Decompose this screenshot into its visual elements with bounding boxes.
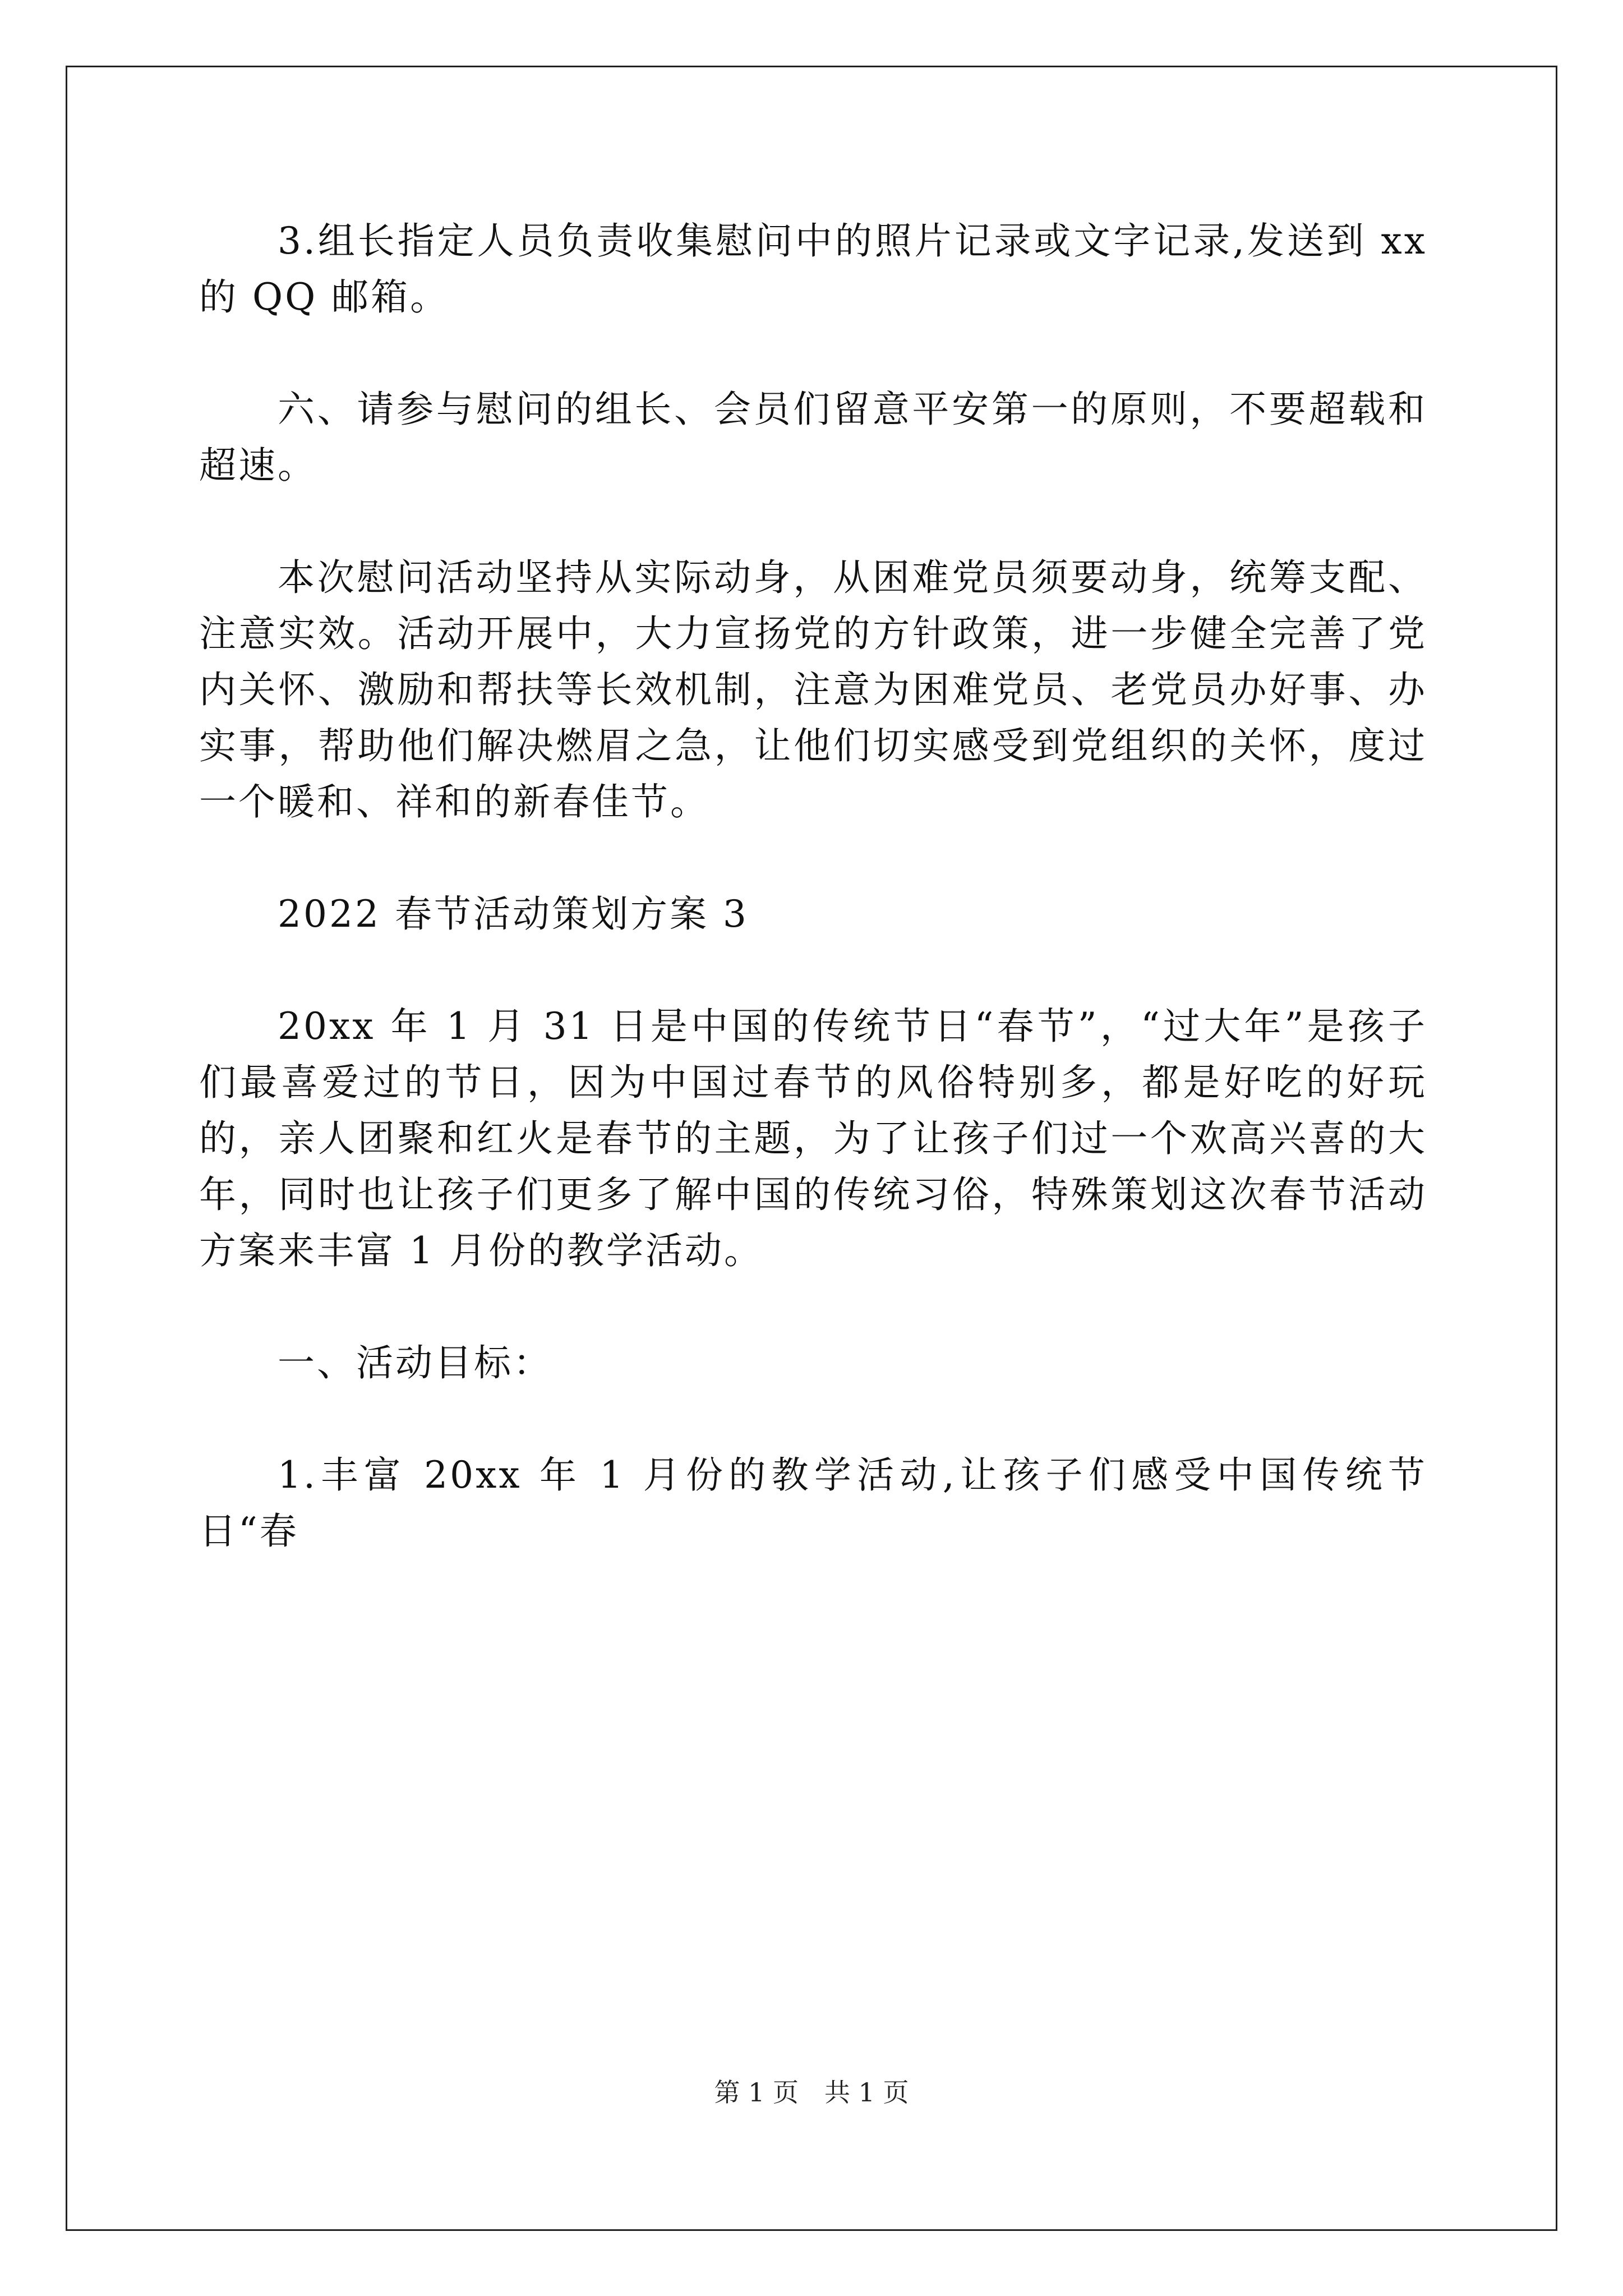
paragraph-3: 本次慰问活动坚持从实际动身，从困难党员须要动身，统筹支配、注意实效。活动开展中，大力宣扬党的方针政策，进一步健全完善了党内关怀、激励和帮扶等长效机制，注意为困难党员、老党员办好事、办实事，帮助他们解决燃眉之急，让他们切实感受到党组织的关怀，度过一个暖和、祥和的新春佳节。 [199, 556, 1427, 823]
section-heading: 2022 春节活动策划方案 3 [278, 892, 749, 936]
paragraph-2: 六、请参与慰问的组长、会员们留意平安第一的原则，不要超载和超速。 [199, 388, 1427, 487]
document-body [199, 213, 1427, 1616]
paragraph-7: 1.丰富 20xx 年 1 月份的教学活动,让孩子们感受中国传统节日“春 [199, 1453, 1427, 1553]
subheading-activity-goals: 一、活动目标： [278, 1341, 552, 1384]
paragraph-5: 20xx 年 1 月 31 日是中国的传统节日“春节”，“过大年”是孩子们最喜爱过的节日，因为中国过春节的风俗特别多，都是好吃的好玩的，亲人团聚和红火是春节的主题，为了让孩子们过一个欢高兴喜的大年，同时也让孩子们更多了解中国的传统习俗，特殊策划这次春节活动方案来丰富 1 月份的教学活动。 [199, 1005, 1427, 1272]
page-footer: 第 1 页 共 1 页 [714, 2077, 909, 2108]
paragraph-1: 3.组长指定人员负责收集慰问中的照片记录或文字记录,发送到 xx 的 QQ 邮箱。 [199, 219, 1427, 319]
